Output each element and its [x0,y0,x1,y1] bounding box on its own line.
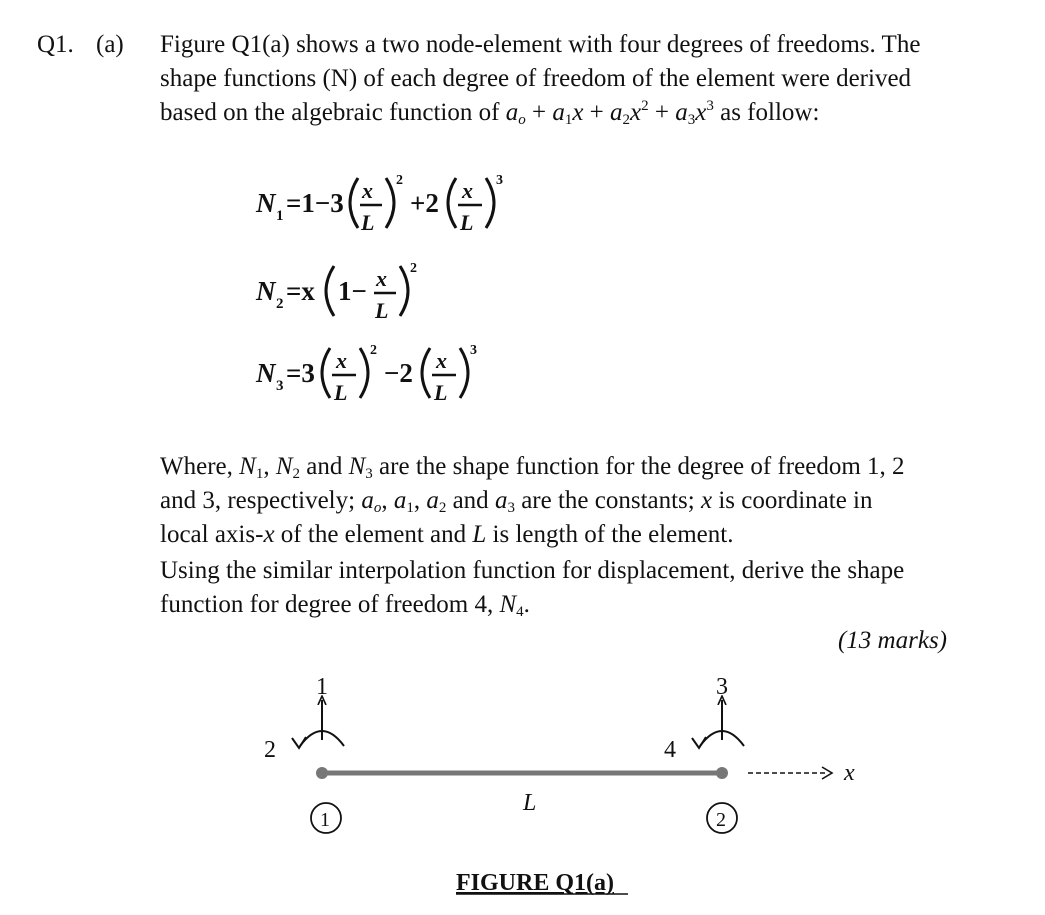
equation-n2 [250,248,470,334]
figure-q1a [0,660,1045,915]
n2-paren-left [326,266,334,316]
n2-lhs-sub: 2 [276,296,284,312]
n3-paren-left-b [422,348,430,398]
intro-line-3: based on the algebraic function of $a_o + a_1x + a_2x^2 + a_3x^3$ as follow: [160,98,820,128]
n1-exp-a: 2 [396,173,403,188]
question-number: Q1. [37,31,74,58]
dof-4-label: 4 [664,737,676,763]
dof-2-label: 2 [264,737,276,763]
n1-paren-right-b [486,178,494,228]
n1-paren-left-a [350,178,358,228]
dof-1-label: 1 [316,674,328,700]
n1-frac-b-num: x [462,178,473,203]
n1-paren-left-b [448,178,456,228]
equation-n1 [250,160,530,246]
intro-line-1: Figure Q1(a) shows a two node-element with four degrees of freedoms. The [160,31,921,58]
n3-lhs: N [256,358,276,388]
n3-frac-b-den: L [434,380,448,405]
marks-label: (13 marks) [837,627,947,654]
n3-lhs-sub: 3 [276,378,284,394]
n1-plus-two: +2 [410,188,439,218]
n2-frac-num: x [376,266,387,291]
n1-paren-right-a [386,178,394,228]
length-label: L [523,790,537,816]
intro-line-2: shape functions (N) of each degree of freedom of the element were derived [160,65,912,92]
n1-lhs-sub: 1 [276,208,284,224]
n2-one-minus: 1− [338,276,367,306]
n2-paren-right [400,266,408,316]
dof-3-label: 3 [716,674,728,700]
node-1-label: 1 [320,809,330,831]
n3-frac-a-num: x [336,348,347,373]
equation-n3 [250,330,510,416]
where-line-3: local axis-x of the element and L is length of the element. [160,521,734,548]
question-part: (a) [96,31,124,58]
where-line-1: Where, $N_1$, $N_2$ and $N_3$ are the shape function for the degree of freedom 1, 2 [160,453,905,482]
n2-lhs: N [256,276,276,306]
n2-eq: =x [286,276,315,306]
n1-frac-a-num: x [362,178,373,203]
n2-exp: 2 [410,261,417,276]
n1-frac-b-den: L [460,210,474,235]
n1-frac-a-den: L [361,210,375,235]
n1-exp-b: 3 [496,173,503,188]
n3-paren-left-a [322,348,330,398]
axis-label: x [844,760,855,786]
n3-paren-right-b [460,348,468,398]
node-2-dot [716,767,728,779]
n3-eq: =3 [286,358,315,388]
n3-exp-a: 2 [370,343,377,358]
where-line-2: and 3, respectively; $a_o$, $a_1$, $a_2$ and $a_3$ are the constants; x is coordinate in [160,487,873,516]
where-line-4: Using the similar interpolation function for displacement, derive the shape [160,557,905,584]
where-line-5: function for degree of freedom 4, $N_4$. [160,591,530,620]
n1-lhs: N [256,188,276,218]
n3-exp-b: 3 [470,343,477,358]
n3-minus-two: −2 [384,358,413,388]
n2-frac-den: L [375,298,389,323]
node-1-dot [316,767,328,779]
n3-frac-a-den: L [334,380,348,405]
figure-caption: FIGURE Q1(a) [456,870,614,896]
n3-frac-b-num: x [436,348,447,373]
node-2-label: 2 [716,809,726,831]
n1-eq: =1−3 [286,188,344,218]
n3-paren-right-a [360,348,368,398]
